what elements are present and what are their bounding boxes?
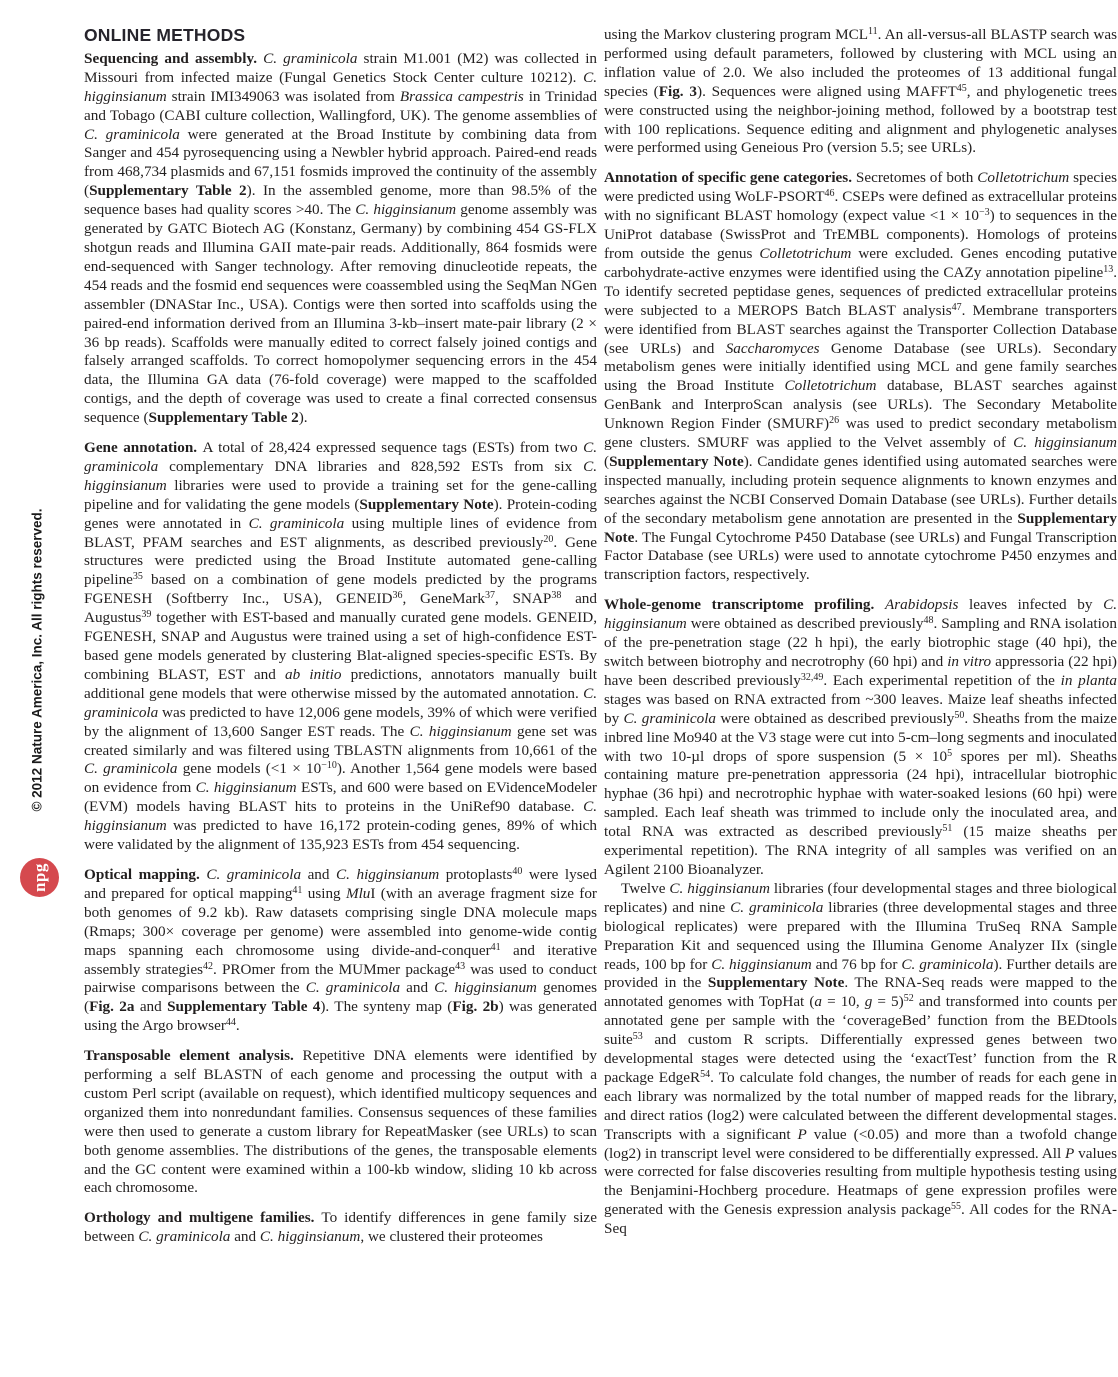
paragraph: Orthology and multigene families. To identify differences in gene family size between C. graminicola and C. higginsianum, we clustered their proteomes	[84, 1209, 598, 1246]
column-right	[604, 26, 1117, 1239]
paragraph: Whole-genome transcriptome profiling. Arabidopsis leaves infected by C. higginsianum were obtained as described previously$^{48}$. Sampling and RNA isolation of the pre-penetration stage (22 h hpi), the early biotrophic stage (40 hpi), the switch between biotrophy and necrotrophy (60 hpi) and in vitro appressoria (22 hpi) have been described previously$^{32,49}$. Each experimental repetition of the in planta stages was based on RNA extracted from ~300 leaves. Maize leaf sheaths infected by C. graminicola were obtained as described previously$^{50}$. Sheaths from the maize inbred line Mo940 at the V3 stage were cut into 5-cm–long segments and inoculated with two 10-µl drops of spore suspension ($5 \times 10^5$ spores per ml). Sheaths containing mature pre-penetration appressoria (24 hpi), intracellular biotrophic hyphae (36 hpi) and necrotrophic hyphae with water-soaked lesions (60 hpi) were sampled. Each leaf sheath was trimmed to include only the inoculated area, and total RNA was extracted as described previously$^{51}$ (15 maize sheaths per experimental repetition). The RNA integrity of all samples was verified on an Agilent 2100 Bioanalyzer.	[604, 596, 1118, 878]
paragraph: using the Markov clustering program MCL$^{11}$. An all-versus-all BLASTP search was performed using default parameters, followed by clustering with MCL using an inflation value of 2.0. We also included the proteomes of 13 additional fungal species (Fig. 3). Sequences were aligned using MAFFT$^{45}$, and phylogenetic trees were constructed using the neighbor-joining method, followed by a bootstrap test with 100 replications. Sequence editing and alignment and phylogenetic analyses were performed using Geneious Pro (version 5.5; see URLs).	[604, 26, 1117, 157]
section-heading: ONLINE METHODS	[84, 25, 246, 45]
paragraph: Twelve C. higginsianum libraries (four developmental stages and three biological replicates) and nine C. graminicola libraries (three developmental stages and three biological replicates) were prepared with the Illumina TruSeq RNA Sample Preparation Kit and sequenced using the Illumina Genome Analyzer IIx (single reads, 100 bp for C. higginsianum and 76 bp for C. graminicola). Further details are provided in the Supplementary Note. The RNA-Seq reads were mapped to the annotated genomes with TopHat (a = 10, g = 5)$^{52}$ and transformed into counts per annotated gene per sample with the ‘coverageBed’ function from the BEDtools suite$^{53}$ and custom R scripts. Differentially expressed genes between two developmental stages were detected using the ‘exactTest’ function from the R package EdgeR$^{54}$. To calculate fold changes, the number of reads for each gene in each library was normalized by the total number of mapped reads for the library, and direct ratios (log2) were calculated between the different developmental stages. Transcripts with a significant P value (<0.05) and more than a twofold change (log2) in transcript level were considered to be differentially expressed. All P values were corrected for false discoveries resulting from multiple hypothesis testing using the Benjamini-Hochberg procedure. Heatmaps of gene expression profiles were generated with the Genesis expression analysis package$^{55}$. All codes for the RNA-Seq	[604, 879, 1118, 1238]
npg-logo-text: npg	[29, 862, 49, 892]
paragraph: Transposable element analysis. Repetitive DNA elements were identified by performing a self BLASTN of each genome and processing the output with a custom Perl script (available on request), which identified multicopy sequences and organized them into nonredundant families. Consensus sequences of these families were then used to generate a custom library for RepeatMasker (see URLs) to scan both genome assemblies. The distributions of the genes, the transposable elements and the GC content were examined within a 100-kb window, sliding 10 kb across each chromosome.	[84, 1047, 598, 1197]
paragraph: Sequencing and assembly. C. graminicola strain M1.001 (M2) was collected in Missouri from infected maize (Fungal Genetics Stock Center culture 10212). C. higginsianum strain IMI349063 was isolated from Brassica campestris in Trinidad and Tobago (CABI culture collection, Wallingford, UK). The genome assemblies of C. graminicola were generated at the Broad Institute by combining data from Sanger and 454 pyrosequencing using a Newbler hybrid approach. Paired-end reads from 468,734 plasmids and 67,151 fosmids improved the continuity of the assembly (Supplementary Table 2). In the assembled genome, more than 98.5% of the sequence bases had quality scores >40. The C. higginsianum genome assembly was generated by GATC Biotech AG (Konstanz, Germany) by combining 454 GS-FLX shotgun reads and Illumina GAII mate-pair reads. Additionally, 864 fosmids were end-sequenced with Sanger technology. After removing dinucleotide repeats, the 454 reads and the fosmid end sequences were coassembled using the SeqMan NGen assembler (DNAStar Inc., USA). Contigs were then sorted into scaffolds using the paired-end information derived from an Illumina 3-kb–insert mate-pair library (2 × 36 bp reads). Scaffolds were manually edited to correct falsely joined contigs and falsely arranged scaffolds. To correct homopolymer sequencing errors in the 454 data, the Illumina GA data (76-fold coverage) were mapped to the scaffolded contigs, and the depth of coverage was used to create a final corrected consensus sequence (Supplementary Table 2).	[84, 49, 598, 427]
paragraph: Gene annotation. A total of 28,424 expressed sequence tags (ESTs) from two C. graminicola complementary DNA libraries and 828,592 ESTs from six C. higginsianum libraries were used to provide a training set for the gene-calling pipeline and for validating the gene models (Supplementary Note). Protein-coding genes were annotated in C. graminicola using multiple lines of evidence from BLAST, PFAM searches and EST alignments, as described previously$^{20}$. Gene structures were predicted using the Broad Institute automated gene-calling pipeline$^{35}$ based on a combination of gene models predicted by the programs FGENESH (Softberry Inc., USA), GENEID$^{36}$, GeneMark$^{37}$, SNAP$^{38}$ and Augustus$^{39}$ together with EST-based and manually curated gene models. GENEID, FGENESH, SNAP and Augustus were trained using a set of high-confidence EST-based gene models generated by clustering Blat-aligned species-specific ESTs. By combining BLAST, EST and ab initio predictions, annotators manually built additional gene models that were otherwise missed by the automated annotation. C. graminicola was predicted to have 12,006 gene models, 39% of which were verified by the alignment of 13,600 Sanger EST reads. The C. higginsianum gene set was created similarly and was filtered using TBLASTN alignments from 10,661 of the C. graminicola gene models $(<1 \times 10^{-10})$. Another 1,564 gene models were based on evidence from C. higginsianum ESTs, and 600 were based on EVidenceModeler (EVM) models having BLAST hits to proteins in the UniRef90 database. C. higginsianum was predicted to have 16,172 protein-coding genes, 89% of which were validated by the alignment of 135,923 ESTs from 454 sequencing.	[84, 439, 598, 854]
npg-logo	[20, 858, 59, 897]
column-left	[84, 26, 597, 1247]
copyright-notice: © 2012 Nature America, Inc. All rights reserved.	[29, 508, 45, 812]
paragraph: Annotation of specific gene categories. Secretomes of both Colletotrichum species were predicted using WoLF-PSORT$^{46}$. CSEPs were defined as extracellular proteins with no significant BLAST homology (expect value $<1 \times 10^{-3}$) to sequences in the UniProt database (SwissProt and TrEMBL components). Homologs of proteins from outside the genus Colletotrichum were excluded. Genes encoding putative carbohydrate-active enzymes were identified using the CAZy annotation pipeline$^{13}$. To identify secreted peptidase genes, sequences of predicted extracellular proteins were subjected to a MEROPS Batch BLAST analysis$^{47}$. Membrane transporters were identified from BLAST searches against the Transporter Collection Database (see URLs) and Saccharomyces Genome Database (see URLs). Secondary metabolism genes were initially identified using MCL and gene family searches using the Broad Institute Colletotrichum database, BLAST searches against GenBank and InterproScan analysis (see URLs). The Secondary Metabolite Unknown Region Finder (SMURF)$^{26}$ was used to predict secondary metabolism gene clusters. SMURF was applied to the Velvet assembly of C. higginsianum (Supplementary Note). Candidate genes identified using automated searches were inspected manually, including protein sequence alignments to known enzymes and searches against the NCBI Conserved Domain Database (see URLs). Further details of the secondary metabolism gene annotation are presented in the Supplementary Note. The Fungal Cytochrome P450 Database (see URLs) and Fungal Transcription Factor Database (see URLs) were used to annotate cytochrome P450 enzymes and transcription factors, respectively.	[604, 169, 1117, 584]
paragraph: Optical mapping. C. graminicola and C. higginsianum protoplasts$^{40}$ were lysed and prepared for optical mapping$^{41}$ using MluI (with an average fragment size for both genomes of 9.2 kb). Raw datasets comprising single DNA molecule maps (Rmaps; 300× coverage per genome) were assembled into genome-wide contig maps spanning each chromosome using divide-and-conquer$^{41}$ and iterative assembly strategies$^{42}$. PROmer from the MUMmer package$^{43}$ was used to conduct pairwise comparisons between the C. graminicola and C. higginsianum genomes (Fig. 2a and Supplementary Table 4). The synteny map (Fig. 2b) was generated using the Argo browser$^{44}$.	[84, 865, 597, 1035]
